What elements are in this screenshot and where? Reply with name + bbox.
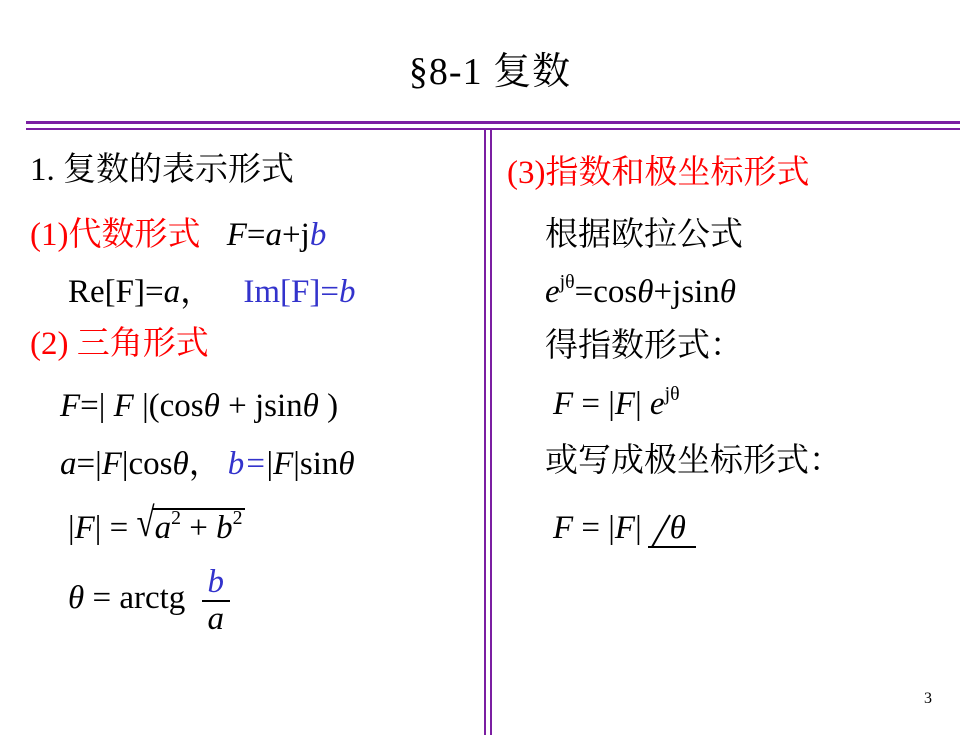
page-number: 3 [924,690,932,707]
trig-form-label: (2) 三角形式 [30,326,209,362]
angle-symbol: θ [648,510,696,548]
real-part: Re[F]=a， [68,274,214,310]
column-divider-left [484,130,486,735]
euler-text: 根据欧拉公式 [545,217,743,253]
trig-formula: F=| F |(cosθ + jsinθ ) [60,388,339,424]
imaginary-part: Im[F]=b [243,274,356,310]
title-divider-top [26,121,960,124]
argument-formula: θ = arctg $\frac{b}{a}$ [68,565,230,636]
square-root-icon: $√a^2 + b^2$ [136,500,243,546]
fraction-numerator: b [202,565,231,602]
exponential-form-text: 得指数形式： [545,328,743,364]
re-im-row [68,274,355,310]
fraction [202,565,231,636]
angle-slash-icon [650,514,672,548]
ab-formula: a=|F|cosθ， b=|F|sinθ [60,446,355,482]
algebraic-formula: F=a+jb [226,217,327,253]
algebraic-form-label: (1)代数形式 [30,217,201,253]
section-heading: 1. 复数的表示形式 [30,152,294,188]
modulus-formula: $|F| = √a^2 + b^2$ [68,500,243,546]
exponential-formula: F = |F| $e^{j\theta}$ [553,383,680,422]
algebraic-form-row [30,217,326,253]
euler-formula: $e^{j\theta}=\cos\theta+jsin\theta$ [545,271,736,310]
fraction-denominator: a [207,600,225,637]
column-divider-right [490,130,492,735]
polar-form-text: 或写成极坐标形式： [545,443,842,479]
slide-title: §8-1 复数 [408,51,572,93]
title-divider-bottom [26,128,960,130]
polar-formula: F = |F| θ [553,510,696,548]
exponential-form-label: (3)指数和极坐标形式 [507,155,810,191]
